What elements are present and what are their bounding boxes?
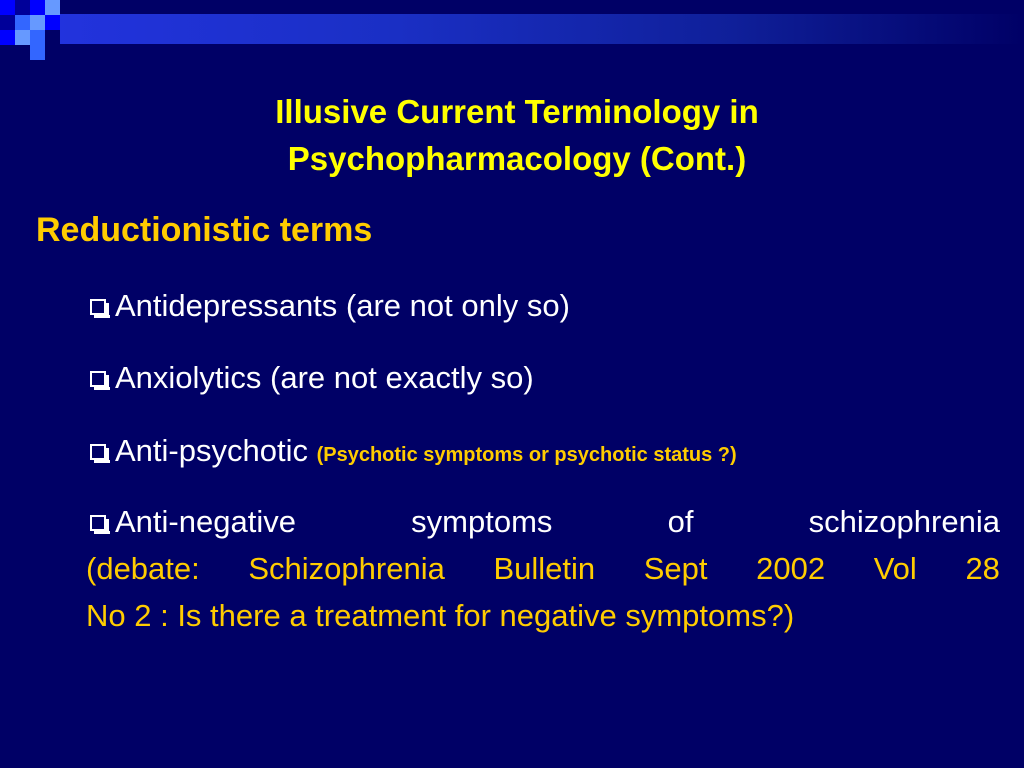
checkbox-icon <box>90 444 106 460</box>
bullet-text: Anxiolytics (are not exactly so) <box>115 360 534 395</box>
decor-square <box>0 30 15 45</box>
decor-square <box>30 30 45 45</box>
bullet-note: (Psychotic symptoms or psychotic status ?) <box>316 444 737 466</box>
slide-title-line-1: Illusive Current Terminology in <box>275 93 759 130</box>
section-heading: Reductionistic terms <box>36 211 373 249</box>
checkbox-icon <box>90 515 106 531</box>
bullet-item-anxiolytics <box>86 354 1000 401</box>
decor-square <box>0 15 15 30</box>
decor-square <box>0 0 15 15</box>
debate-word: 28 <box>965 551 1000 586</box>
debate-word: Vol <box>873 551 917 586</box>
debate-word: Sept <box>643 551 708 586</box>
bullet-word-group <box>86 498 296 545</box>
decor-square <box>30 15 45 30</box>
bullet-line-2 <box>86 545 1000 592</box>
decor-square <box>30 45 45 60</box>
header-gradient-bar <box>60 14 1024 44</box>
debate-word: (debate: <box>86 551 200 586</box>
bullet-text: Anti-psychotic <box>115 433 317 468</box>
checkbox-icon <box>90 371 106 387</box>
bullet-line-1 <box>86 498 1000 545</box>
bullet-item-anti-psychotic <box>86 427 1000 479</box>
bullet-word: symptoms <box>411 504 553 539</box>
bullet-text: Antidepressants (are not only so) <box>115 288 570 323</box>
checkbox-icon <box>90 299 106 315</box>
decor-square <box>45 15 60 30</box>
bullet-item-antidepressants <box>86 282 1000 329</box>
slide-title <box>0 88 1024 182</box>
debate-word: Bulletin <box>493 551 596 586</box>
slide-title-line-2: Psychopharmacology (Cont.) <box>287 140 747 177</box>
decor-square <box>45 0 60 15</box>
decor-square <box>15 15 30 30</box>
bullet-line-3: No 2 : Is there a treatment for negative symptoms?) <box>86 598 795 633</box>
bullet-word: of <box>667 504 694 539</box>
bullet-word: Anti-negative <box>115 504 296 539</box>
decor-square <box>15 0 30 15</box>
bullet-word: schizophrenia <box>808 504 1000 539</box>
bullet-item-anti-negative <box>86 498 1000 639</box>
decor-square <box>30 0 45 15</box>
debate-word: Schizophrenia <box>248 551 445 586</box>
decor-square <box>15 30 30 45</box>
debate-word: 2002 <box>756 551 826 586</box>
